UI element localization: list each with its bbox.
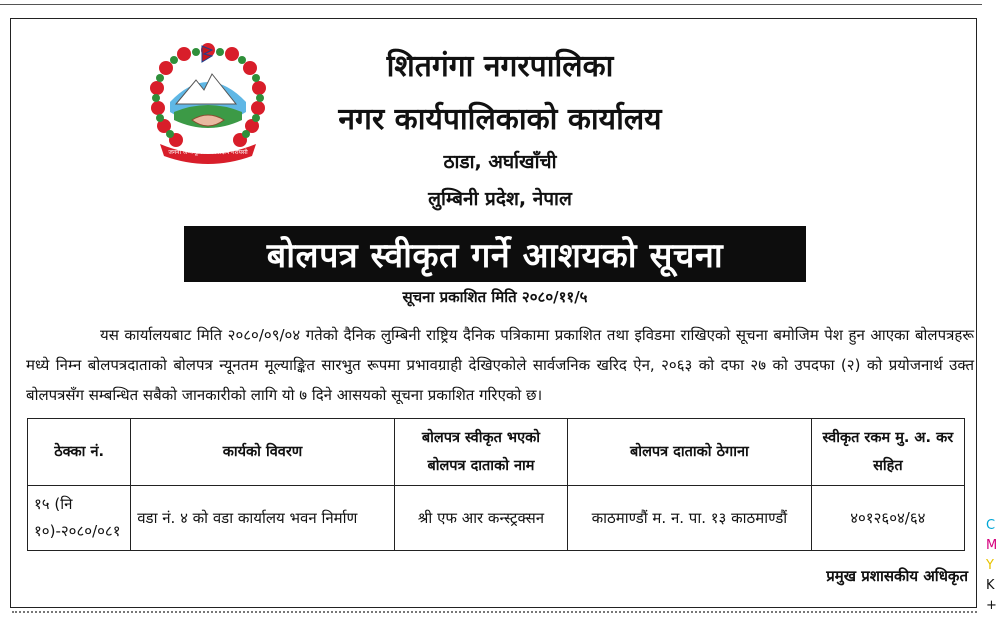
reg-mark-magenta: M: [986, 538, 997, 553]
cell-address: काठमाण्डौं म. न. पा. १३ काठमाण्डौं: [568, 486, 812, 551]
nepal-emblem-icon: [146, 40, 270, 164]
reg-mark-yellow: Y: [986, 558, 994, 573]
header-amount: स्वीकृत रकम मु. अ. कर सहित: [811, 419, 964, 486]
header-bidder: बोलपत्र स्वीकृत भएको बोलपत्र दाताको नाम: [394, 419, 567, 486]
award-table: [27, 418, 965, 551]
table-header-row: [28, 419, 965, 486]
province-country: लुम्बिनी प्रदेश, नेपाल: [428, 188, 572, 210]
bottom-dotted-rule: [12, 611, 977, 613]
cell-description: वडा नं. ४ को वडा कार्यालय भवन निर्माण: [131, 486, 395, 551]
cell-contract-no: १५ (नि १०)-२०८०/०८१: [28, 486, 131, 551]
header-description: कार्यको विवरण: [131, 419, 395, 486]
reg-mark-cyan: C: [986, 518, 996, 533]
office-location: ठाडा, अर्घाखाँची: [443, 151, 557, 173]
top-rule: [0, 4, 982, 5]
cell-bidder: श्री एफ आर कन्स्ट्रक्सन: [394, 486, 567, 551]
notice-body-text: यस कार्यालयबाट मिति २०८०/०९/०४ गतेको दैनिक लुम्बिनी राष्ट्रिय दैनिक पत्रिकामा प्रकाशित तथा इविडमा राखिएको सूचना बमोजिम पेश हुन आएका बोलपत्रहरू मध्ये निम्न बोलपत्रदाताको बोलपत्र न्यूनतम मूल्याङ्कित सारभुत रूपमा प्रभावग्राही देखिएकोले सार्वजनिक खरिद ऐन, २०६३ को दफा २७ को उपदफा (२) को प्रयोजनार्थ उक्त बोलपत्रसँग सम्बन्धित सबैको जानकारीको लागि यो ७ दिने आसयको सूचना प्रकाशित गरिएको छ।: [26, 326, 974, 404]
office-title: नगर कार्यपालिकाको कार्यालय: [338, 102, 662, 137]
notice-banner: बोलपत्र स्वीकृत गर्ने आशयको सूचना: [184, 226, 806, 282]
published-date: सूचना प्रकाशित मिति २०८०/११/५: [402, 288, 588, 306]
svg-text:जननी जन्मभूमिश्च स्वर्गादपि गर: जननी जन्मभूमिश्च स्वर्गादपि गरीयसी: [168, 149, 248, 156]
table-row: [28, 486, 965, 551]
notice-body: [26, 320, 974, 410]
header-contract-no: ठेक्का नं.: [28, 419, 131, 486]
header-address: बोलपत्र दाताको ठेगाना: [568, 419, 812, 486]
municipality-title: शितगंगा नगरपालिका: [386, 49, 614, 84]
signatory-title: प्रमुख प्रशासकीय अधिकृत: [826, 567, 968, 585]
cell-amount: ४०१२६०४/६४: [811, 486, 964, 551]
reg-mark-cross: +: [986, 598, 997, 613]
reg-mark-black: K: [986, 578, 995, 593]
